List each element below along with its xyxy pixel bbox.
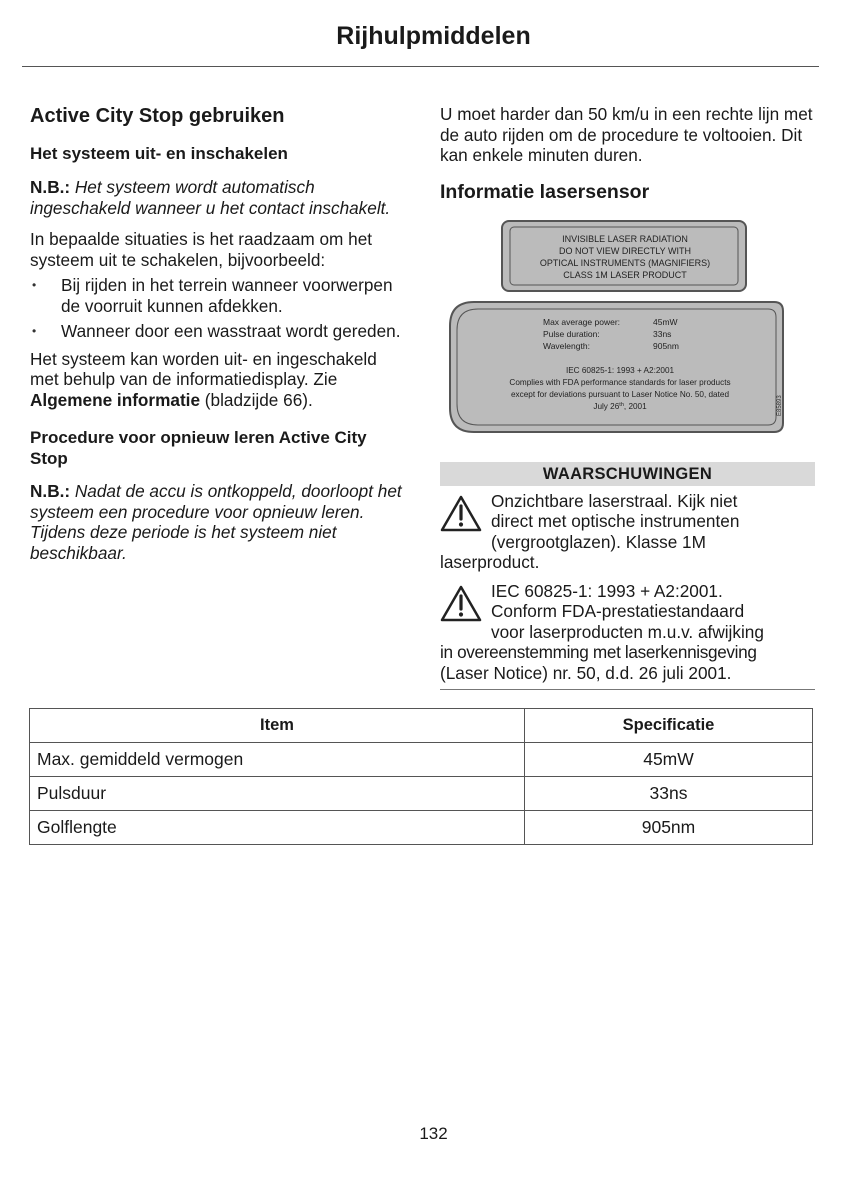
title-divider xyxy=(22,66,819,67)
label-spec-key: Wavelength: xyxy=(543,340,590,351)
note-text: Het systeem wordt automatisch ingeschakeld wanneer u het contact inschakelt. xyxy=(30,177,391,218)
paragraph-display xyxy=(30,349,405,411)
table-row xyxy=(30,777,813,811)
warning-item xyxy=(440,581,815,684)
warning-item xyxy=(440,491,815,573)
label-code: E85893 xyxy=(777,394,783,416)
label-spec-value: 905nm xyxy=(653,340,679,351)
label-line: except for deviations pursuant to Laser Notice No. 50, dated xyxy=(510,389,730,399)
warning-text: IEC 60825-1: 1993 + A2:2001. xyxy=(491,580,723,601)
warning-text: (vergrootglazen). Klasse 1M xyxy=(491,531,706,552)
warnings-bottom-divider xyxy=(440,689,815,690)
label-date: July 26th, 2001 xyxy=(593,401,647,411)
label-spec-value: 33ns xyxy=(653,328,672,339)
label-line: CLASS 1M LASER PRODUCT xyxy=(563,269,687,280)
label-spec-key: Pulse duration: xyxy=(543,328,600,339)
warning-triangle-icon xyxy=(440,495,482,533)
label-line: IEC 60825-1: 1993 + A2:2001 xyxy=(565,365,675,375)
spec-table xyxy=(29,708,813,845)
label-line: DO NOT VIEW DIRECTLY WITH xyxy=(558,245,692,256)
label-spec-value: 45mW xyxy=(653,316,678,327)
warning-text: direct met optische instrumenten xyxy=(491,511,740,531)
cross-reference-link[interactable]: Algemene informatie xyxy=(30,389,201,410)
warning-text: in overeenstemming met laserkennisgeving xyxy=(440,642,757,662)
table-cell-item: Golflengte xyxy=(30,811,525,845)
table-cell-spec: 33ns xyxy=(525,777,813,811)
note-label: N.B.: xyxy=(30,177,71,197)
right-column xyxy=(440,104,815,690)
table-cell-spec: 45mW xyxy=(525,743,813,777)
subheading-switch: Het systeem uit- en inschakelen xyxy=(30,144,288,163)
paragraph-text: Het systeem kan worden uit- en ingeschakeld met behulp van de informatiedisplay. Zie xyxy=(30,348,377,389)
table-cell-item: Pulsduur xyxy=(30,777,525,811)
page-number: 132 xyxy=(419,1124,448,1143)
paragraph-situations: In bepaalde situaties is het raadzaam om het systeem uit te schakelen, bijvoorbeeld: xyxy=(30,229,373,270)
note-auto-enabled xyxy=(30,177,405,218)
column-header-item: Item xyxy=(30,709,525,743)
label-line: OPTICAL INSTRUMENTS (MAGNIFIERS) xyxy=(539,257,711,268)
left-column xyxy=(30,104,405,563)
table-header-row xyxy=(30,709,813,743)
laser-warning-label-image xyxy=(440,216,815,436)
table-row xyxy=(30,743,813,777)
paragraph-text: (bladzijde 66). xyxy=(200,389,313,410)
note-text: Nadat de accu is ontkoppeld, doorloopt het systeem een procedure voor opnieuw leren. Tijdens deze periode is het systeem niet beschikbaar. xyxy=(30,481,402,563)
section-heading: Active City Stop gebruiken xyxy=(30,105,285,127)
bullet-list xyxy=(30,275,405,342)
page-title: Rijhulpmiddelen xyxy=(336,22,531,50)
warning-text: Conform FDA-prestatiestandaard xyxy=(491,601,745,621)
warning-text: voor laserproducten m.u.v. afwijking xyxy=(491,621,764,642)
list-item: • Bij rijden in het terrein wanneer voorwerpen de voorruit kunnen afdekken. xyxy=(30,275,405,316)
label-spec-key: Max average power: xyxy=(543,316,621,327)
note-label: N.B.: xyxy=(30,481,71,501)
label-line: INVISIBLE LASER RADIATION xyxy=(562,233,688,244)
warnings-box xyxy=(440,462,815,691)
warning-text: laserproduct. xyxy=(440,552,540,572)
laser-heading: Informatie lasersensor xyxy=(440,180,650,203)
warning-triangle-icon xyxy=(440,585,482,623)
note-battery xyxy=(30,481,405,563)
table-row xyxy=(30,811,813,845)
paragraph-speed: U moet harder dan 50 km/u in een rechte lijn met de auto rijden om de procedure te voltooien. Dit kan enkele minuten duren. xyxy=(440,104,813,165)
label-line: Complies with FDA performance standards for laser products xyxy=(509,377,731,387)
warnings-header: WAARSCHUWINGEN xyxy=(440,462,815,486)
subheading-relearn: Procedure voor opnieuw leren Active City Stop xyxy=(30,428,367,468)
warning-text: Onzichtbare laserstraal. Kijk niet xyxy=(491,490,738,511)
warning-text: (Laser Notice) nr. 50, d.d. 26 juli 2001. xyxy=(440,662,732,683)
column-header-spec: Specificatie xyxy=(525,709,813,743)
table-cell-spec: 905nm xyxy=(525,811,813,845)
list-item: • Wanneer door een wasstraat wordt gereden. xyxy=(30,321,405,342)
table-cell-item: Max. gemiddeld vermogen xyxy=(30,743,525,777)
